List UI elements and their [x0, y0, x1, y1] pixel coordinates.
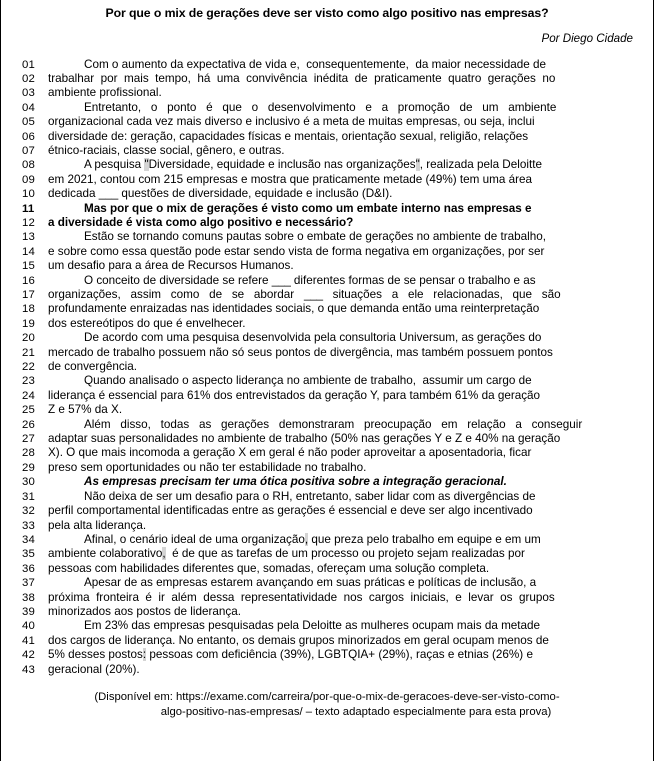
highlight-mark: "	[415, 158, 420, 172]
text-line	[1, 245, 653, 259]
text-line	[1, 504, 653, 518]
text-line	[1, 490, 653, 504]
line-number: 35	[22, 548, 36, 561]
line-number: 33	[22, 519, 36, 532]
line-content: étnico-raciais, classe social, gênero, e outras.	[48, 143, 285, 157]
line-content: As empresas precisam ter uma ótica positiva sobre a integração geracional.	[84, 475, 507, 489]
line-number: 19	[22, 317, 36, 330]
text-line	[1, 274, 653, 288]
line-number: 32	[22, 505, 36, 518]
text-line	[1, 576, 653, 590]
line-number: 11	[22, 202, 35, 215]
highlight-mark: ,	[304, 532, 309, 546]
line-number: 27	[22, 433, 36, 446]
text-line	[1, 58, 653, 72]
highlight-mark: "	[144, 158, 149, 172]
line-number: 42	[22, 649, 36, 662]
line-number: 40	[22, 620, 36, 633]
line-number: 34	[22, 533, 36, 546]
line-content: Mas por que o mix de gerações é visto como um embate interno nas empresas e	[84, 201, 532, 215]
line-content: 5% desses postos: pessoas com deficiência (39%), LGBTQIA+ (29%), raças e etnias (26%) e	[48, 648, 533, 662]
line-number: 30	[22, 476, 36, 489]
line-content: pessoas com habilidades diferentes que, somadas, ofereçam uma solução completa.	[48, 561, 490, 575]
line-content: Além disso, todas as gerações demonstraram preocupação em relação a conseguir	[84, 417, 583, 431]
line-content: ambiente profissional.	[48, 86, 162, 100]
line-number: 22	[22, 361, 36, 374]
highlight-mark: ,	[162, 547, 166, 561]
line-content: liderança é essencial para 61% dos entrevistados da geração Y, para também 61% da geração	[48, 388, 541, 402]
text-line	[1, 346, 653, 360]
text-line	[1, 446, 653, 460]
line-content: um desafio para a área de Recursos Humanos.	[48, 259, 294, 273]
text-line	[1, 432, 653, 446]
line-number: 12	[22, 216, 36, 229]
line-content: perfil comportamental identificadas entre as gerações é essencial e deve ser algo incentivado	[48, 504, 533, 518]
text-line	[1, 317, 653, 331]
line-content: A pesquisa "Diversidade, equidade e inclusão nas organizações", realizada pela Deloitte	[84, 158, 542, 172]
text-line	[1, 619, 653, 633]
line-content: próxima fronteira é ir além dessa representatividade nos cargos iniciais, e levar os grupos	[48, 590, 555, 604]
line-number: 14	[22, 245, 36, 258]
text-line	[1, 403, 653, 417]
line-content: Entretanto, o ponto é que o desenvolvimento e a promoção de um ambiente	[84, 100, 557, 114]
text-line	[1, 230, 653, 244]
line-number: 17	[22, 289, 36, 301]
line-number: 09	[22, 173, 36, 186]
line-content: a diversidade é vista como algo positivo e necessário?	[48, 215, 354, 229]
line-content: organizacional cada vez mais diverso e inclusivo é a meta de muitas empresas, ou seja, inclui	[48, 115, 535, 129]
line-content: geracional (20%).	[48, 662, 140, 676]
line-content: dedicada ___ questões de diversidade, equidade e inclusão (D&I).	[48, 187, 393, 201]
line-number: 20	[22, 332, 36, 345]
text-line	[1, 547, 653, 561]
line-content: dos estereótipos do que é envelhecer.	[48, 316, 246, 330]
highlight-mark: :	[142, 648, 147, 662]
line-content: adaptar suas personalidades no ambiente de trabalho (50% nas gerações Y e Z e 40% na geração	[48, 432, 561, 446]
line-content: minorizados aos postos de liderança.	[48, 604, 241, 618]
line-number: 23	[22, 375, 36, 388]
line-number: 08	[22, 159, 36, 172]
line-content: ambiente colaborativo, é de que as tarefas de um processo ou projeto sejam realizadas por	[48, 547, 525, 561]
text-line	[1, 374, 653, 388]
line-content: O conceito de diversidade se refere ___ diferentes formas de se pensar o trabalho e as	[84, 273, 536, 287]
line-content: preso sem oportunidades ou não ter estabilidade no trabalho.	[48, 460, 367, 474]
line-number: 02	[22, 72, 36, 85]
text-line	[1, 562, 653, 576]
text-line	[1, 130, 653, 144]
line-content: de convergência.	[48, 360, 138, 374]
text-line	[1, 418, 653, 432]
text-line	[1, 533, 653, 547]
text-line	[1, 389, 653, 403]
line-number: 43	[22, 663, 36, 676]
text-line	[1, 302, 653, 316]
line-number: 06	[22, 130, 36, 143]
text-line	[1, 144, 653, 158]
text-line	[1, 72, 653, 86]
line-content: Z e 57% da X.	[48, 403, 123, 417]
text-line	[1, 461, 653, 475]
line-number: 39	[22, 605, 36, 618]
line-number: 26	[22, 418, 36, 431]
text-line	[1, 663, 653, 677]
line-content: profundamente enraizadas nas identidades sociais, o que demanda então uma reinterpretação	[48, 302, 540, 316]
source-citation	[1, 677, 653, 721]
text-line	[1, 648, 653, 662]
text-line	[1, 519, 653, 533]
line-number: 10	[22, 188, 36, 201]
line-number: 28	[22, 447, 36, 460]
line-content: trabalhar por mais tempo, há uma convivência inédita de praticamente quatro gerações no	[48, 71, 556, 85]
line-number: 04	[22, 101, 36, 114]
text-line	[1, 331, 653, 345]
text-line	[1, 605, 653, 619]
text-line	[1, 158, 653, 172]
text-line	[1, 216, 653, 230]
line-content: Não deixa de ser um desafio para o RH, entretanto, saber lidar com as divergências de	[84, 489, 536, 503]
line-content: Quando analisado o aspecto liderança no ambiente de trabalho, assumir um cargo de	[84, 374, 532, 388]
text-line	[1, 591, 653, 605]
text-line	[1, 360, 653, 374]
text-line	[1, 173, 653, 187]
line-content: organizações, assim como de se abordar ___ situações a ele relacionadas, que são	[48, 288, 561, 301]
line-number: 37	[22, 577, 36, 590]
line-number: 18	[22, 303, 36, 316]
line-content: em 2021, contou com 215 empresas e mostra que praticamente metade (49%) tem uma área	[48, 172, 532, 186]
numbered-text-body	[1, 46, 653, 677]
line-number: 01	[22, 58, 36, 71]
source-line-2: algo-positivo-nas-empresas/ – texto adaptado especialmente para esta prova)	[160, 706, 552, 719]
line-content: Apesar de as empresas estarem avançando em suas práticas e políticas de inclusão, a	[84, 576, 537, 590]
line-number: 05	[22, 116, 36, 129]
line-number: 03	[22, 87, 36, 100]
line-content: dos cargos de liderança. No entanto, os demais grupos minorizados em geral ocupam menos de	[48, 633, 549, 647]
line-number: 15	[22, 260, 36, 273]
text-line	[1, 288, 653, 302]
page-title: Por que o mix de gerações deve ser visto como algo positivo nas empresas?	[105, 6, 549, 20]
line-number: 36	[22, 562, 36, 575]
line-number: 38	[22, 591, 36, 604]
text-line	[1, 187, 653, 201]
author-byline: Por Diego Cidade	[541, 31, 633, 45]
line-content: Com o aumento da expectativa de vida e, consequentemente, da maior necessidade de	[84, 57, 546, 71]
source-line-1: (Disponível em: https://exame.com/carreira/por-que-o-mix-de-geracoes-deve-ser-visto-como-	[94, 690, 560, 703]
line-content: pela alta liderança.	[48, 518, 147, 532]
text-line	[1, 475, 653, 489]
line-number: 29	[22, 461, 36, 474]
text-line	[1, 115, 653, 129]
text-line	[1, 259, 653, 273]
line-number: 31	[22, 490, 36, 503]
line-number: 25	[22, 404, 36, 417]
line-content: diversidade de: geração, capacidades físicas e mentais, orientação sexual, religião, relações	[48, 129, 529, 143]
line-number: 24	[22, 389, 36, 402]
line-content: mercado de trabalho possuem não só seus pontos de divergência, mas também possuem pontos	[48, 345, 553, 359]
text-line	[1, 86, 653, 100]
line-number: 07	[22, 144, 36, 157]
line-content: Estão se tornando comuns pautas sobre o embate de gerações no ambiente de trabalho,	[84, 230, 546, 244]
line-content: X). O que mais incomoda a geração X em geral é não poder aproveitar a aposentadoria, ficar	[48, 446, 532, 460]
line-number: 41	[22, 634, 36, 647]
line-content: e sobre como essa questão pode estar sendo vista de forma negativa em organizações, por ser	[48, 244, 545, 258]
line-number: 13	[22, 231, 36, 244]
line-content: Em 23% das empresas pesquisadas pela Deloitte as mulheres ocupam mais da metade	[84, 619, 541, 633]
line-content: Afinal, o cenário ideal de uma organização, que preza pelo trabalho em equipe e em um	[84, 532, 541, 546]
text-line	[1, 634, 653, 648]
line-number: 16	[22, 274, 36, 287]
text-line	[1, 202, 653, 216]
line-number: 21	[22, 346, 36, 359]
text-line	[1, 101, 653, 115]
line-content: De acordo com uma pesquisa desenvolvida pela consultoria Universum, as gerações do	[84, 331, 542, 345]
